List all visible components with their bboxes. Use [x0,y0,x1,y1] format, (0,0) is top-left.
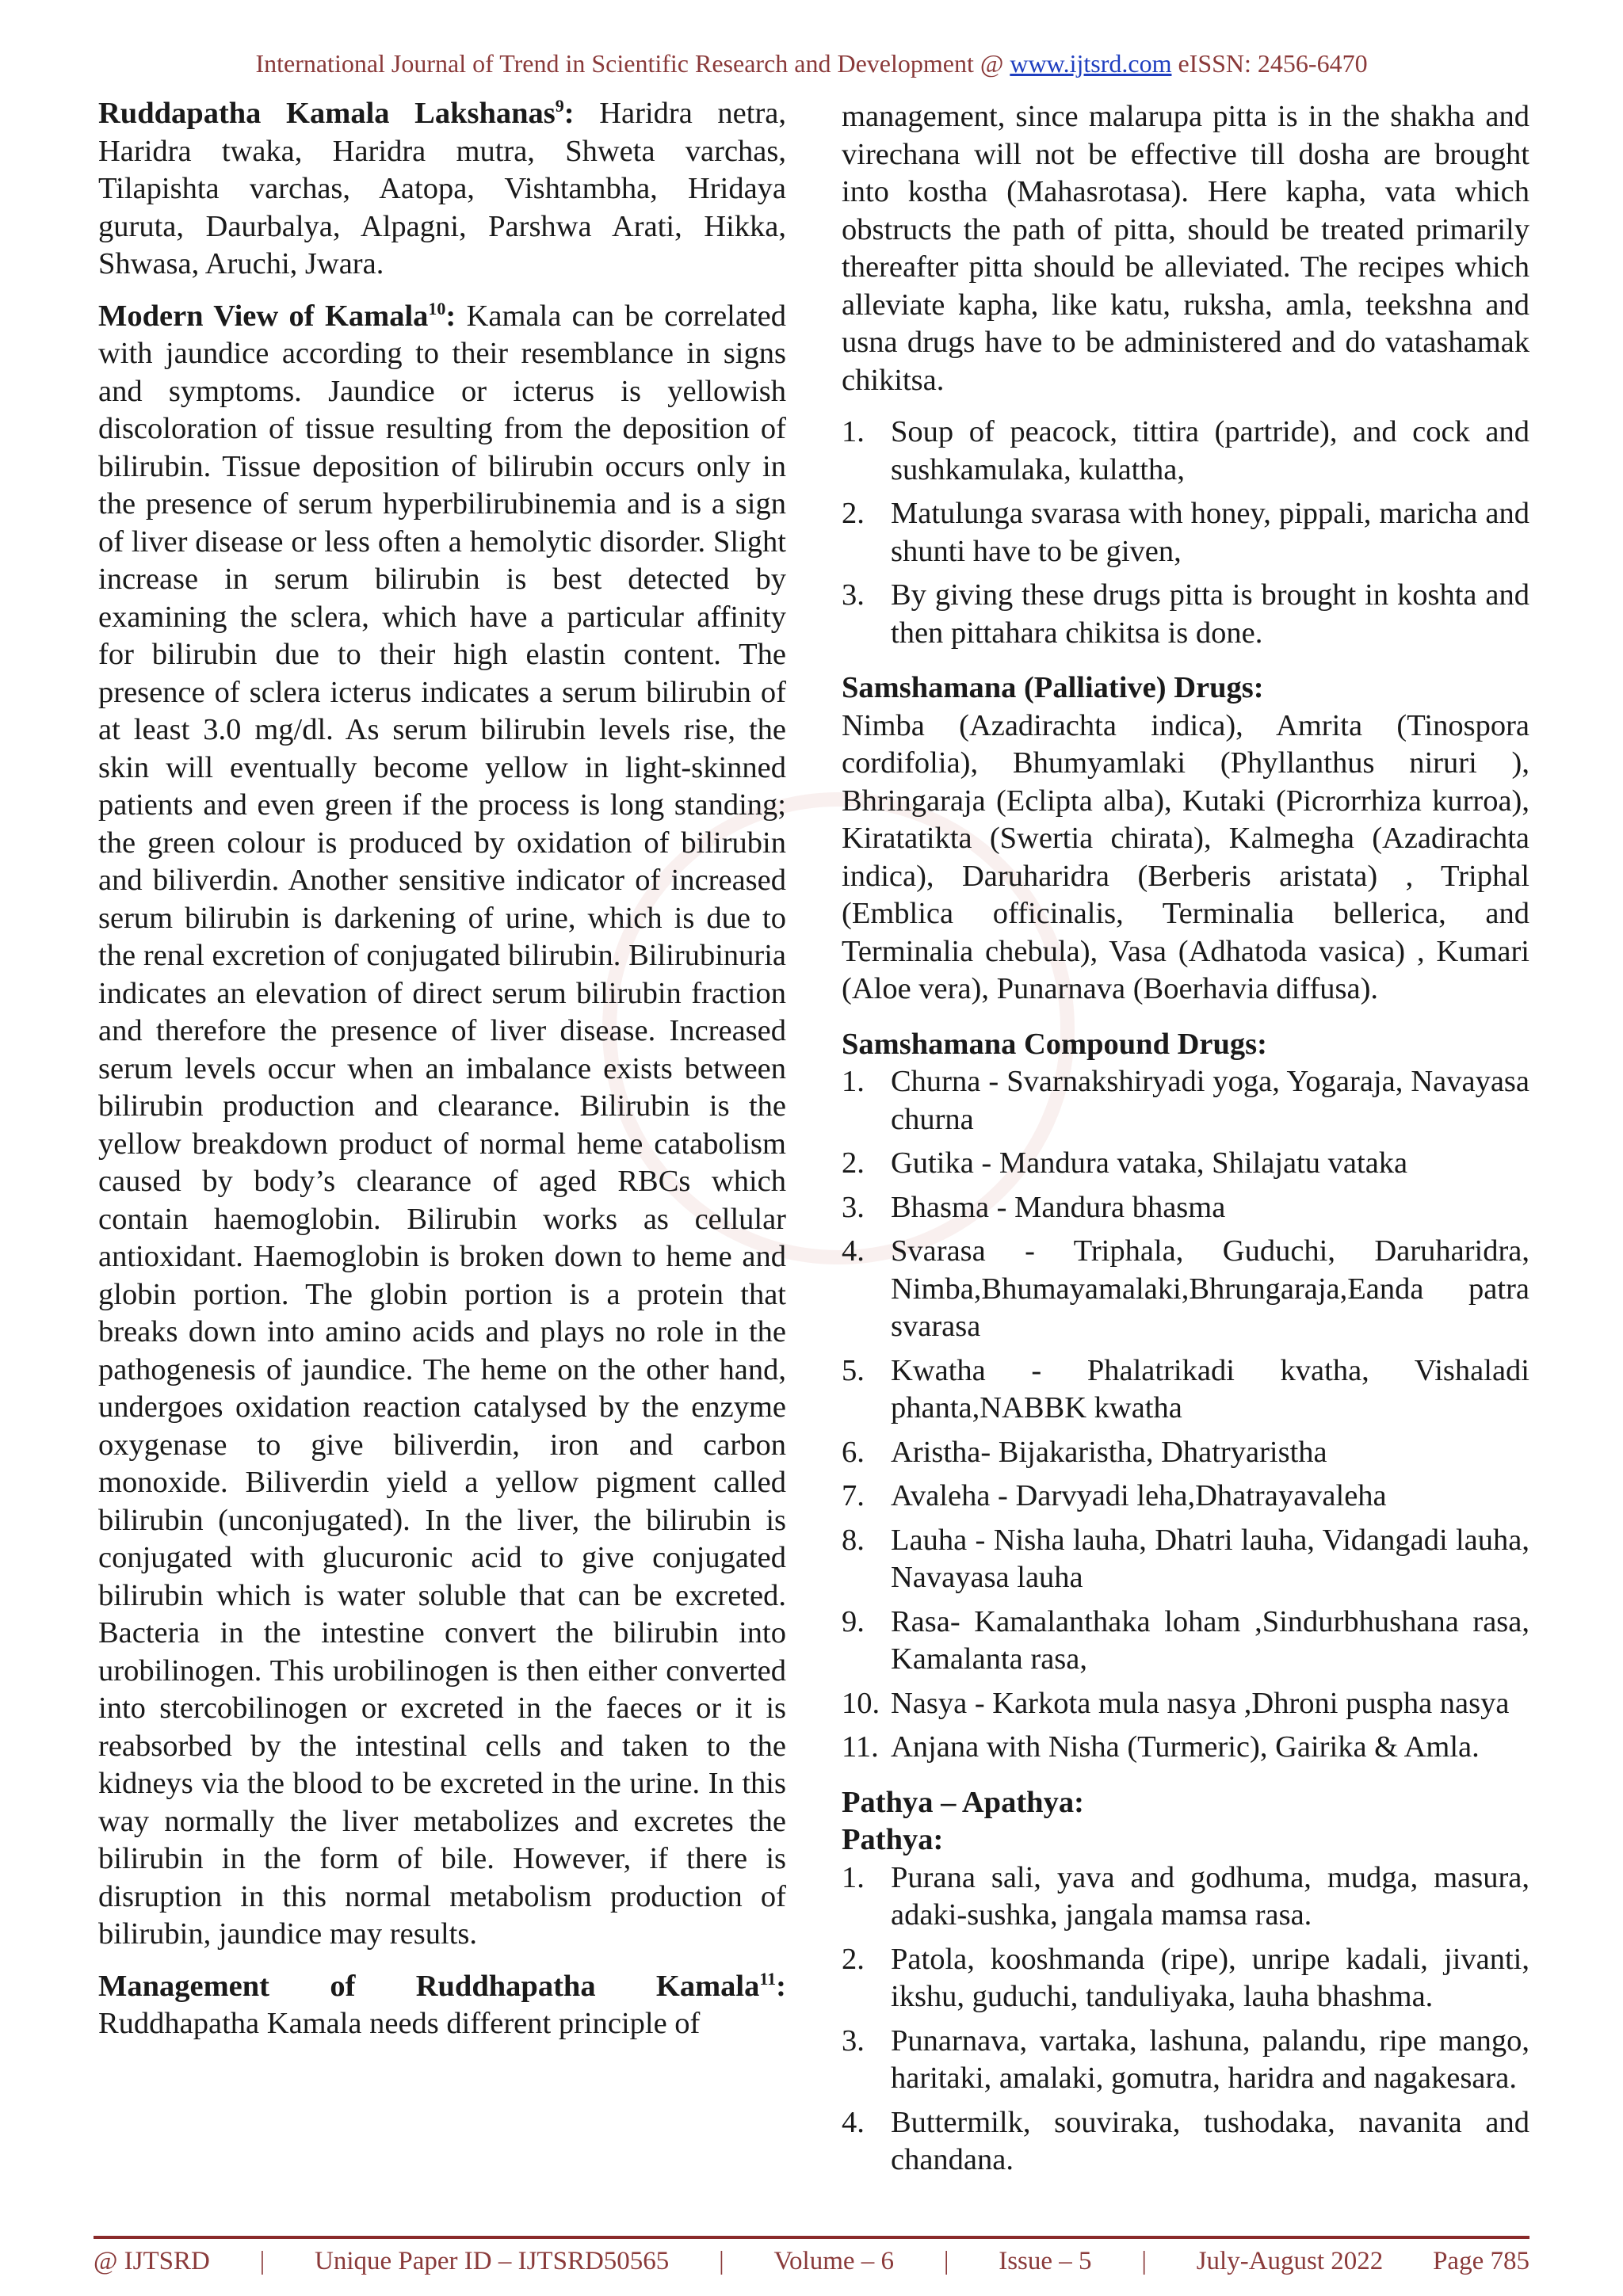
list-item: 3. Bhasma - Mandura bhasma [842,1190,1226,1224]
management-colon: : [776,1969,786,2003]
list-item: 4. Buttermilk, souviraka, tushodaka, navanita and chandana. [842,2105,1529,2176]
list-item: 9. Rasa- Kamalanthaka loham ,Sindurbhushana rasa, Kamalanta rasa, [842,1604,1529,1676]
header-suffix: eISSN: 2456-6470 [1171,49,1368,78]
modern-view-text: Kamala can be correlated with jaundice according to their resemblance in signs and symptoms. Jaundice or icterus is yellowish discoloration of tissue resulting from the deposition of bilirubin. Tissue deposition of bilirubin occurs only in the presence of serum hyperbilirubinemia and is a sign of liver disease or less often a hemolytic disorder. Slight increase in serum bilirubin is best detected by examining the sclera, which have a particular affinity for bilirubin due to their high elastin content. The presence of sclera icterus indicates a serum bilirubin of at least 3.0 mg/dl. As serum bilirubin levels rise, the skin will eventually become yellow in light-skinned patients and even green if the process is long standing; the green colour is produced by oxidation of bilirubin and biliverdin. Another sensitive indicator of increased serum bilirubin is darkening of urine, which is due to the renal excretion of conjugated bilirubin. Bilirubinuria indicates an elevation of direct serum bilirubin fraction and therefore the presence of liver disease. Increased serum levels occur when an imbalance exists between bilirubin production and clearance. Bilirubin is the yellow breakdown product of normal heme catabolism caused by body’s clearance of aged RBCs which contain haemoglobin. Bilirubin works as cellular antioxidant. Haemoglobin is broken down to heme and globin portion. The globin portion is a protein that breaks down into amino acids and plays no role in the pathogenesis of jaundice. The heme on the other hand, undergoes oxidation reaction catalysed by the enzyme oxygenase to give biliverdin, iron and carbon monoxide. Biliverdin yield a yellow pigment called bilirubin (unconjugated). In the liver, the bilirubin is conjugated with glucuronic acid to give conjugated bilirubin which is water soluble that can be excreted. Bacteria in the intestine convert the bilirubin into urobilinogen. This urobilinogen is then either converted into stercobilinogen or excreted in the faeces or it is reabsorbed by the intestinal cells and taken to the kidneys via the blood to be excreted in the urine. In this way normally the liver metabolizes and excretes the bilirubin in the form of bile. However, if there is disruption in this normal metabolism production of bilirubin, jaundice may results. [98,299,786,1951]
compound-list [842,1063,1529,1767]
footer-sep: | [719,2247,724,2275]
list-item: 5. Kwatha - Phalatrikadi kvatha, Vishaladi phanta,NABBK kwatha [842,1353,1529,1425]
management-ref: 11 [759,1968,777,1989]
right-column [842,98,1529,2194]
list-item: 2. Matulunga svarasa with honey, pippali, maricha and shunti have to be given, [842,497,1529,568]
journal-url-link[interactable]: www.ijtsrd.com [1010,49,1172,78]
footer-sep: | [259,2247,265,2275]
running-header [0,49,1623,78]
list-item: 10. Nasya - Karkota mula nasya ,Dhroni puspha nasya [842,1686,1510,1720]
footer-journal: @ IJTSRD [94,2247,210,2275]
modern-view-paragraph [98,298,786,1954]
footer-divider [94,2236,1529,2239]
left-column [98,95,786,2058]
compound-heading: Samshamana Compound Drugs: [842,1027,1267,1061]
management-text: Ruddhapatha Kamala needs different principle of [98,2007,701,2040]
list-item: 6. Aristha- Bijakaristha, Dhatryaristha [842,1435,1327,1469]
list-item: 3. By giving these drugs pitta is brought in koshta and then pittahara chikitsa is done. [842,578,1529,650]
list-item: 2. Patola, kooshmanda (ripe), unripe kadali, jivanti, ikshu, guduchi, tanduliyaka, lauha bhashma. [842,1942,1529,2013]
footer-page: Page 785 [1433,2247,1529,2275]
management-list [842,414,1529,652]
lakshanas-title: Ruddapatha Kamala Lakshanas [98,97,556,130]
list-item: 1. Purana sali, yava and godhuma, mudga, masura, adaki-sushka, jangala mamsa rasa. [842,1860,1529,1932]
modern-view-colon: : [445,299,456,333]
management-continued: management, since malarupa pitta is in the shakha and virechana will not be effective till dosha are brought into kostha (Mahasrotasa). Here kapha, vata which obstructs the path of pitta, should be treated primarily thereafter pitta should be alleviated. The recipes which alleviate kapha, like katu, ruksha, amla, teekshna and usna drugs have to be administered and do vatashamak chikitsa. [842,100,1529,397]
management-title: Management of Ruddhapatha Kamala [98,1969,760,2003]
list-item: 2. Gutika - Mandura vataka, Shilajatu vataka [842,1146,1408,1180]
modern-view-ref: 10 [428,298,446,318]
palliative-text: Nimba (Azadirachta indica), Amrita (Tinospora cordifolia), Bhumyamlaki (Phyllanthus niruri ), Bhringaraja (Eclipta alba), Kutaki (Picrorrhiza kurroa), Kiratatikta (Swertia chirata), Kalmegha (Azadirachta indica), Daruharidra (Berberis aristata) , Triphal (Emblica officinalis, Terminalia bellerica, and Terminalia chebula), Vasa (Adhatoda vasica) , Kumari (Aloe vera), Punarnava (Boerhavia diffusa). [842,708,1529,1005]
modern-view-title: Modern View of Kamala [98,299,429,333]
list-item: 8. Lauha - Nisha lauha, Dhatri lauha, Vidangadi lauha, Navayasa lauha [842,1523,1529,1594]
lakshanas-ref: 9 [555,96,564,116]
list-item: 7. Avaleha - Darvyadi leha,Dhatrayavaleha [842,1479,1387,1512]
footer-volume: Volume – 6 [773,2247,895,2275]
list-item: 1. Churna - Svarnakshiryadi yoga, Yogaraja, Navayasa churna [842,1065,1529,1136]
footer-issue: Issue – 5 [999,2247,1092,2275]
lakshanas-paragraph [98,95,786,284]
list-item: 4. Svarasa - Triphala, Guduchi, Daruharidra, Nimba,Bhumayamalaki,Bhrungaraja,Eanda patra svarasa [842,1234,1529,1343]
list-item: 3. Punarnava, vartaka, lashuna, palandu, ripe mango, haritaki, amalaki, gomutra, haridra and nagakesara. [842,2023,1529,2095]
list-item: 11. Anjana with Nisha (Turmeric), Gairika & Amla. [842,1730,1480,1764]
pathya-apathya-heading: Pathya – Apathya: [842,1785,1084,1819]
lakshanas-colon: : [563,97,575,130]
footer-sep: | [943,2247,949,2275]
lakshanas-text: Haridra netra, Haridra twaka, Haridra mutra, Shweta varchas, Tilapishta varchas, Aatopa, Vishtambha, Hridaya guruta, Daurbalya, Alpagni, Parshwa Arati, Hikka, Shwasa, Aruchi, Jwara. [98,97,786,280]
management-paragraph [98,1968,786,2043]
list-item: 1. Soup of peacock, tittira (partride), and cock and sushkamulaka, kulattha, [842,415,1529,486]
running-footer [94,2247,1529,2276]
pathya-list [842,1859,1529,2180]
footer-paper-id: Unique Paper ID – IJTSRD50565 [315,2247,670,2275]
pathya-subheading: Pathya: [842,1823,944,1856]
footer-date: July-August 2022 [1196,2247,1384,2275]
palliative-heading: Samshamana (Palliative) Drugs: [842,671,1264,704]
footer-sep: | [1141,2247,1147,2275]
header-prefix: International Journal of Trend in Scientific Research and Development @ [255,49,1010,78]
